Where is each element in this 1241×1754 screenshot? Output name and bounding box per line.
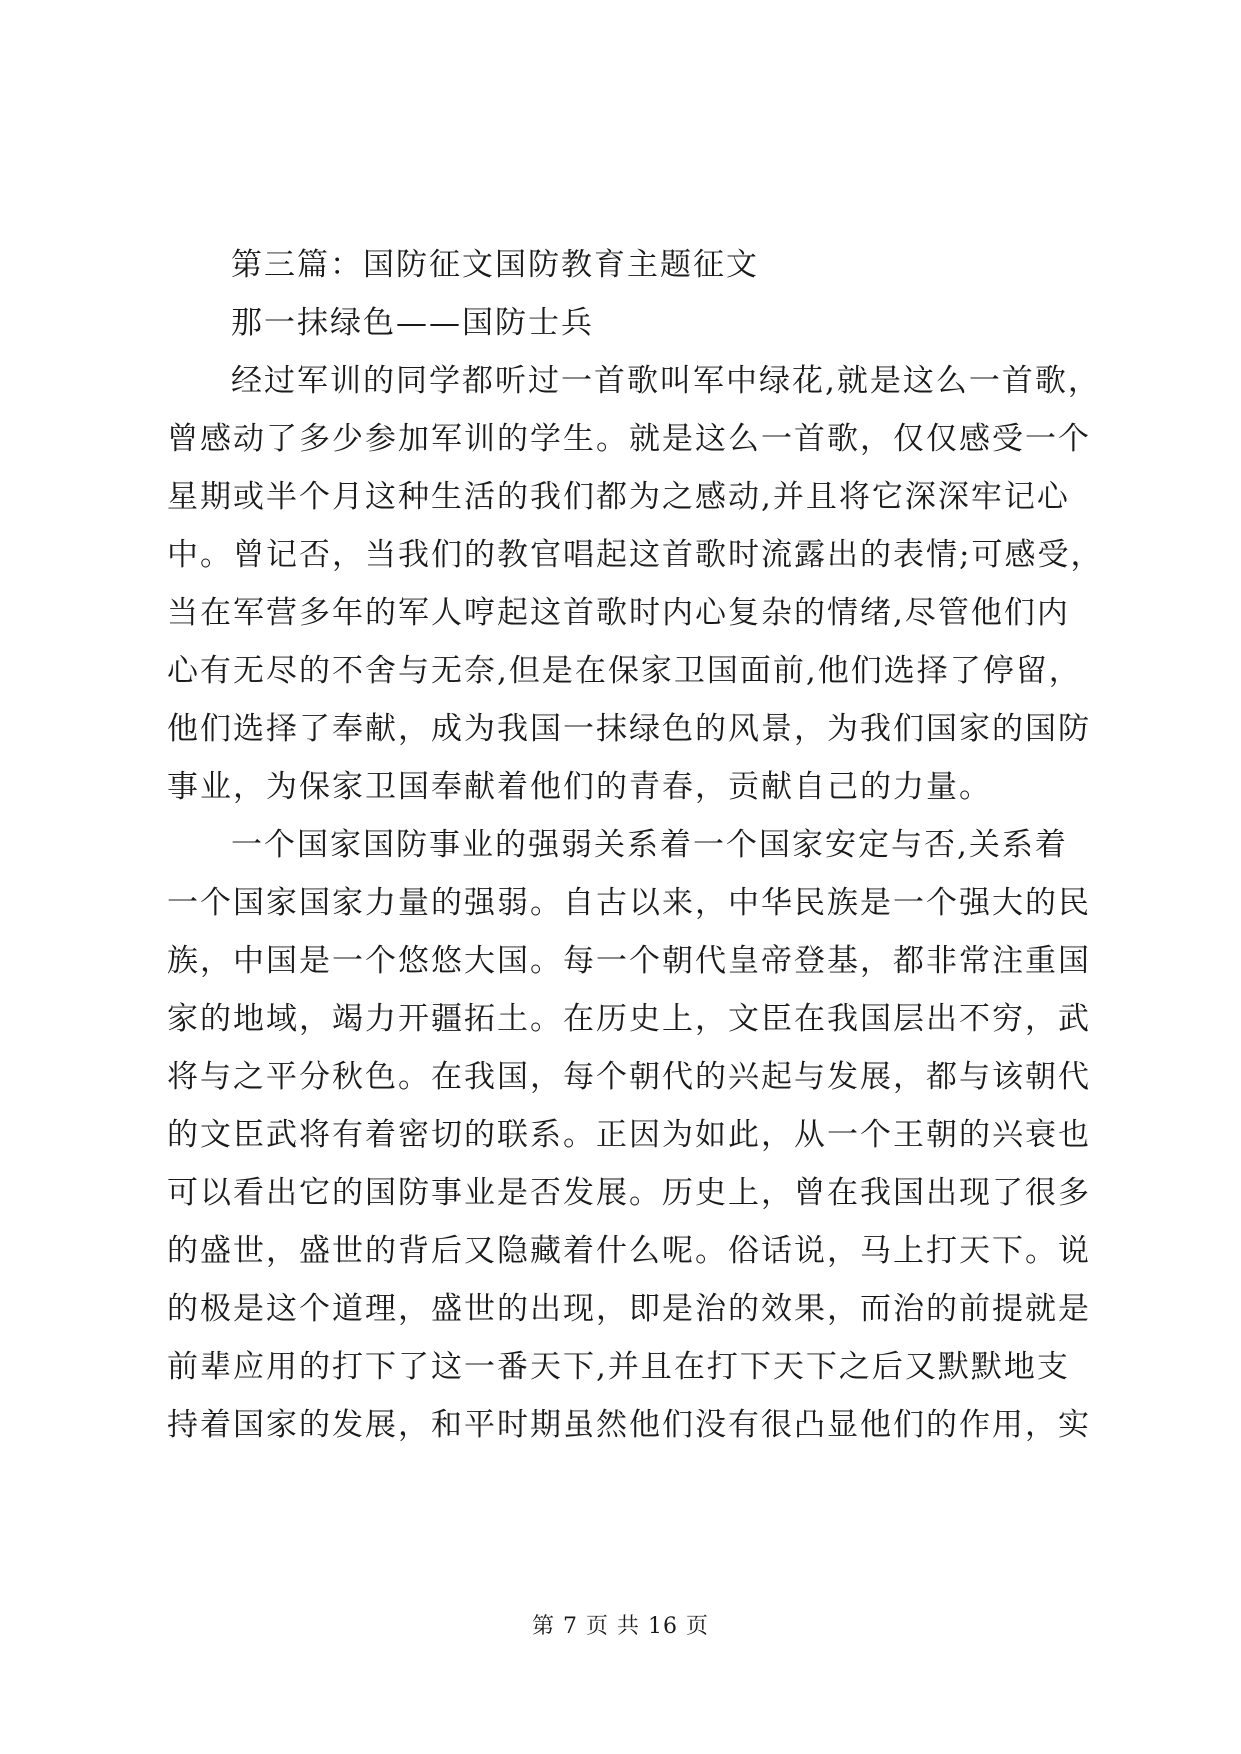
document-body [167, 236, 1104, 1454]
paragraph-line: 曾感动了多少参加军训的学生。就是这么一首歌，仅仅感受一个 [167, 421, 1091, 457]
page-number-footer: 第 7 页 共 16 页 [532, 1614, 709, 1639]
paragraph-line: 的盛世，盛世的背后又隐藏着什么呢。俗话说，马上打天下。说 [167, 1233, 1091, 1269]
paragraph-line: 家的地域，竭力开疆拓土。在历史上，文臣在我国层出不穷，武 [167, 1001, 1091, 1037]
paragraph-line: 星期或半个月这种生活的我们都为之感动,并且将它深深牢记心 [167, 479, 1070, 515]
paragraph-line: 可以看出它的国防事业是否发展。历史上，曾在我国出现了很多 [167, 1175, 1091, 1211]
paragraph-line: 他们选择了奉献，成为我国一抹绿色的风景，为我们国家的国防 [167, 711, 1091, 747]
paragraph-line: 持着国家的发展，和平时期虽然他们没有很凸显他们的作用，实 [167, 1407, 1091, 1443]
paragraph-line: 族，中国是一个悠悠大国。每一个朝代皇帝登基，都非常注重国 [167, 943, 1091, 979]
paragraph-line: 经过军训的同学都听过一首歌叫军中绿花,就是这么一首歌， [231, 363, 1101, 399]
paragraph-line: 前辈应用的打下了这一番天下,并且在打下天下之后又默默地支 [167, 1349, 1070, 1385]
section-title: 第三篇：国防征文国防教育主题征文 [231, 247, 759, 283]
paragraph-line: 一个国家国防事业的强弱关系着一个国家安定与否,关系着 [231, 827, 1068, 863]
subtitle: 那一抹绿色——国防士兵 [231, 305, 594, 341]
paragraph-line: 一个国家国家力量的强弱。自古以来，中华民族是一个强大的民 [167, 885, 1091, 921]
paragraph-line: 将与之平分秋色。在我国，每个朝代的兴起与发展，都与该朝代 [167, 1059, 1091, 1095]
paragraph-line: 的文臣武将有着密切的联系。正因为如此，从一个王朝的兴衰也 [167, 1117, 1091, 1153]
paragraph-line: 心有无尽的不舍与无奈,但是在保家卫国面前,他们选择了停留， [167, 653, 1082, 689]
paragraph-line: 当在军营多年的军人哼起这首歌时内心复杂的情绪,尽管他们内 [167, 595, 1070, 631]
paragraph-line: 中。曾记否，当我们的教官唱起这首歌时流露出的表情;可感受， [167, 537, 1104, 573]
paragraph-line: 的极是这个道理，盛世的出现，即是治的效果，而治的前提就是 [167, 1291, 1091, 1327]
paragraph-line: 事业，为保家卫国奉献着他们的青春，贡献自己的力量。 [167, 769, 992, 805]
